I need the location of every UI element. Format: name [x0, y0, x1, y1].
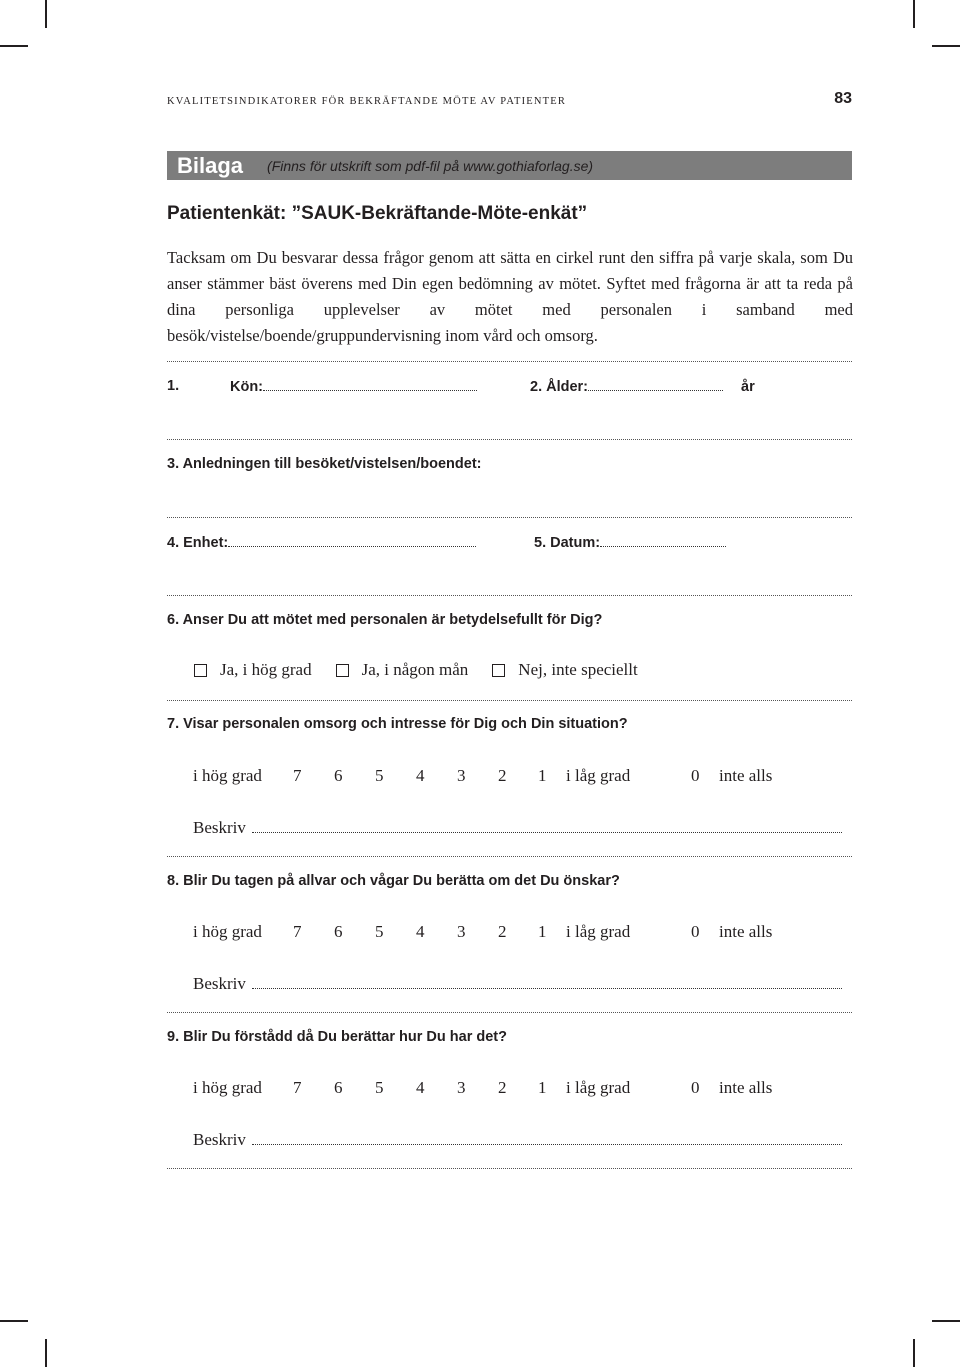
scale-number[interactable]: 3	[457, 922, 466, 941]
scale-number[interactable]: 7	[293, 766, 302, 785]
scale-high: i hög grad	[193, 766, 262, 785]
scale-number[interactable]: 2	[498, 922, 507, 941]
describe-field[interactable]	[252, 974, 842, 989]
scale-number[interactable]: 6	[334, 1078, 343, 1097]
q9-label: 9. Blir Du förstådd då Du berättar hur Du har det?	[167, 1029, 507, 1045]
gender-field[interactable]	[263, 378, 477, 391]
appendix-note: (Finns för utskrift som pdf-fil på www.gothiaforlag.se)	[267, 157, 594, 174]
scale-zero[interactable]: 0	[691, 922, 700, 941]
form-title: Patientenkät: ”SAUK-Bekräftande-Möte-enkät”	[167, 203, 588, 224]
scale-number[interactable]: 7	[293, 922, 302, 941]
q6-option-label: Ja, i någon mån	[361, 660, 469, 679]
age-field[interactable]	[588, 378, 723, 391]
q8-scale	[193, 922, 833, 946]
describe-label: Beskriv	[193, 1130, 246, 1149]
q6-options	[194, 660, 662, 680]
divider	[167, 856, 852, 857]
intro-paragraph: Tacksam om Du besvarar dessa frågor genom att sätta en cirkel runt den siffra på varje skala, som Du anser stämmer bäst överens med Din egen bedömning av mötet. Syftet med frågorna är att ta reda på dina personliga upplevelser av mötet med personalen i samband med besök/vistelse/boende/gruppundervisning inom vård och omsorg.	[167, 248, 853, 345]
q6-label: 6. Anser Du att mötet med personalen är betydelsefullt för Dig?	[167, 612, 603, 628]
scale-high: i hög grad	[193, 1078, 262, 1097]
q8-label: 8. Blir Du tagen på allvar och vågar Du berätta om det Du önskar?	[167, 873, 620, 889]
checkbox-icon[interactable]	[336, 664, 349, 677]
q5-date	[534, 534, 726, 551]
describe-label: Beskriv	[193, 974, 246, 993]
crop-mark	[913, 1339, 915, 1367]
q9-describe	[193, 1130, 842, 1150]
q1-gender	[230, 378, 477, 395]
q3-label: 3. Anledningen till besöket/vistelsen/boendet:	[167, 456, 482, 472]
q6-option-label: Ja, i hög grad	[220, 660, 312, 679]
scale-number[interactable]: 4	[416, 766, 425, 785]
divider	[167, 517, 852, 518]
divider	[167, 1168, 852, 1169]
describe-field[interactable]	[252, 1130, 842, 1145]
q2-label: 2. Ålder:	[530, 379, 589, 395]
scale-none: inte alls	[719, 766, 773, 785]
scale-number[interactable]: 3	[457, 766, 466, 785]
scale-high: i hög grad	[193, 922, 262, 941]
divider	[167, 439, 852, 440]
checkbox-icon[interactable]	[492, 664, 505, 677]
crop-mark	[45, 1339, 47, 1367]
divider	[167, 1012, 852, 1013]
checkbox-icon[interactable]	[194, 664, 207, 677]
divider	[167, 361, 852, 362]
scale-number[interactable]: 6	[334, 766, 343, 785]
scale-number[interactable]: 4	[416, 1078, 425, 1097]
q6-option-label: Nej, inte speciellt	[518, 660, 638, 679]
q6-option[interactable]	[336, 660, 469, 680]
appendix-title: Bilaga	[177, 152, 244, 178]
scale-none: inte alls	[719, 922, 773, 941]
crop-mark	[913, 0, 915, 28]
running-head: KVALITETSINDIKATORER FÖR BEKRÄFTANDE MÖTE AV PATIENTER	[167, 96, 567, 107]
scale-number[interactable]: 1	[538, 922, 547, 941]
scale-low: i låg grad	[566, 922, 631, 941]
scale-number[interactable]: 3	[457, 1078, 466, 1097]
q6-option[interactable]	[194, 660, 312, 680]
q4-label: 4. Enhet:	[167, 535, 229, 551]
crop-mark	[932, 1320, 960, 1322]
crop-mark	[0, 45, 28, 47]
q5-label: 5. Datum:	[534, 535, 601, 551]
q1-number: 1.	[167, 378, 180, 394]
scale-low: i låg grad	[566, 766, 631, 785]
q6-option[interactable]	[492, 660, 637, 680]
q4-unit	[167, 534, 476, 551]
date-field[interactable]	[600, 534, 726, 547]
q1-label: Kön:	[230, 379, 264, 395]
q7-label: 7. Visar personalen omsorg och intresse för Dig och Din situation?	[167, 716, 628, 732]
q7-scale	[193, 766, 833, 790]
q7-describe	[193, 818, 842, 838]
scale-low: i låg grad	[566, 1078, 631, 1097]
scale-number[interactable]: 5	[375, 766, 384, 785]
q8-describe	[193, 974, 842, 994]
scale-number[interactable]: 2	[498, 766, 507, 785]
q9-scale	[193, 1078, 833, 1102]
scale-number[interactable]: 4	[416, 922, 425, 941]
divider	[167, 595, 852, 596]
scale-number[interactable]: 5	[375, 1078, 384, 1097]
scale-number[interactable]: 6	[334, 922, 343, 941]
describe-field[interactable]	[252, 818, 842, 833]
crop-mark	[0, 1320, 28, 1322]
unit-field[interactable]	[228, 534, 476, 547]
crop-mark	[45, 0, 47, 28]
scale-number[interactable]: 5	[375, 922, 384, 941]
divider	[167, 700, 852, 701]
crop-mark	[932, 45, 960, 47]
scale-zero[interactable]: 0	[691, 766, 700, 785]
q2-unit: år	[741, 379, 755, 395]
page-number: 83	[834, 90, 852, 107]
appendix-banner	[167, 151, 852, 180]
scale-none: inte alls	[719, 1078, 773, 1097]
describe-label: Beskriv	[193, 818, 246, 837]
scale-number[interactable]: 1	[538, 1078, 547, 1097]
scale-number[interactable]: 2	[498, 1078, 507, 1097]
scale-number[interactable]: 7	[293, 1078, 302, 1097]
scale-zero[interactable]: 0	[691, 1078, 700, 1097]
scale-number[interactable]: 1	[538, 766, 547, 785]
q2-age	[530, 378, 755, 395]
